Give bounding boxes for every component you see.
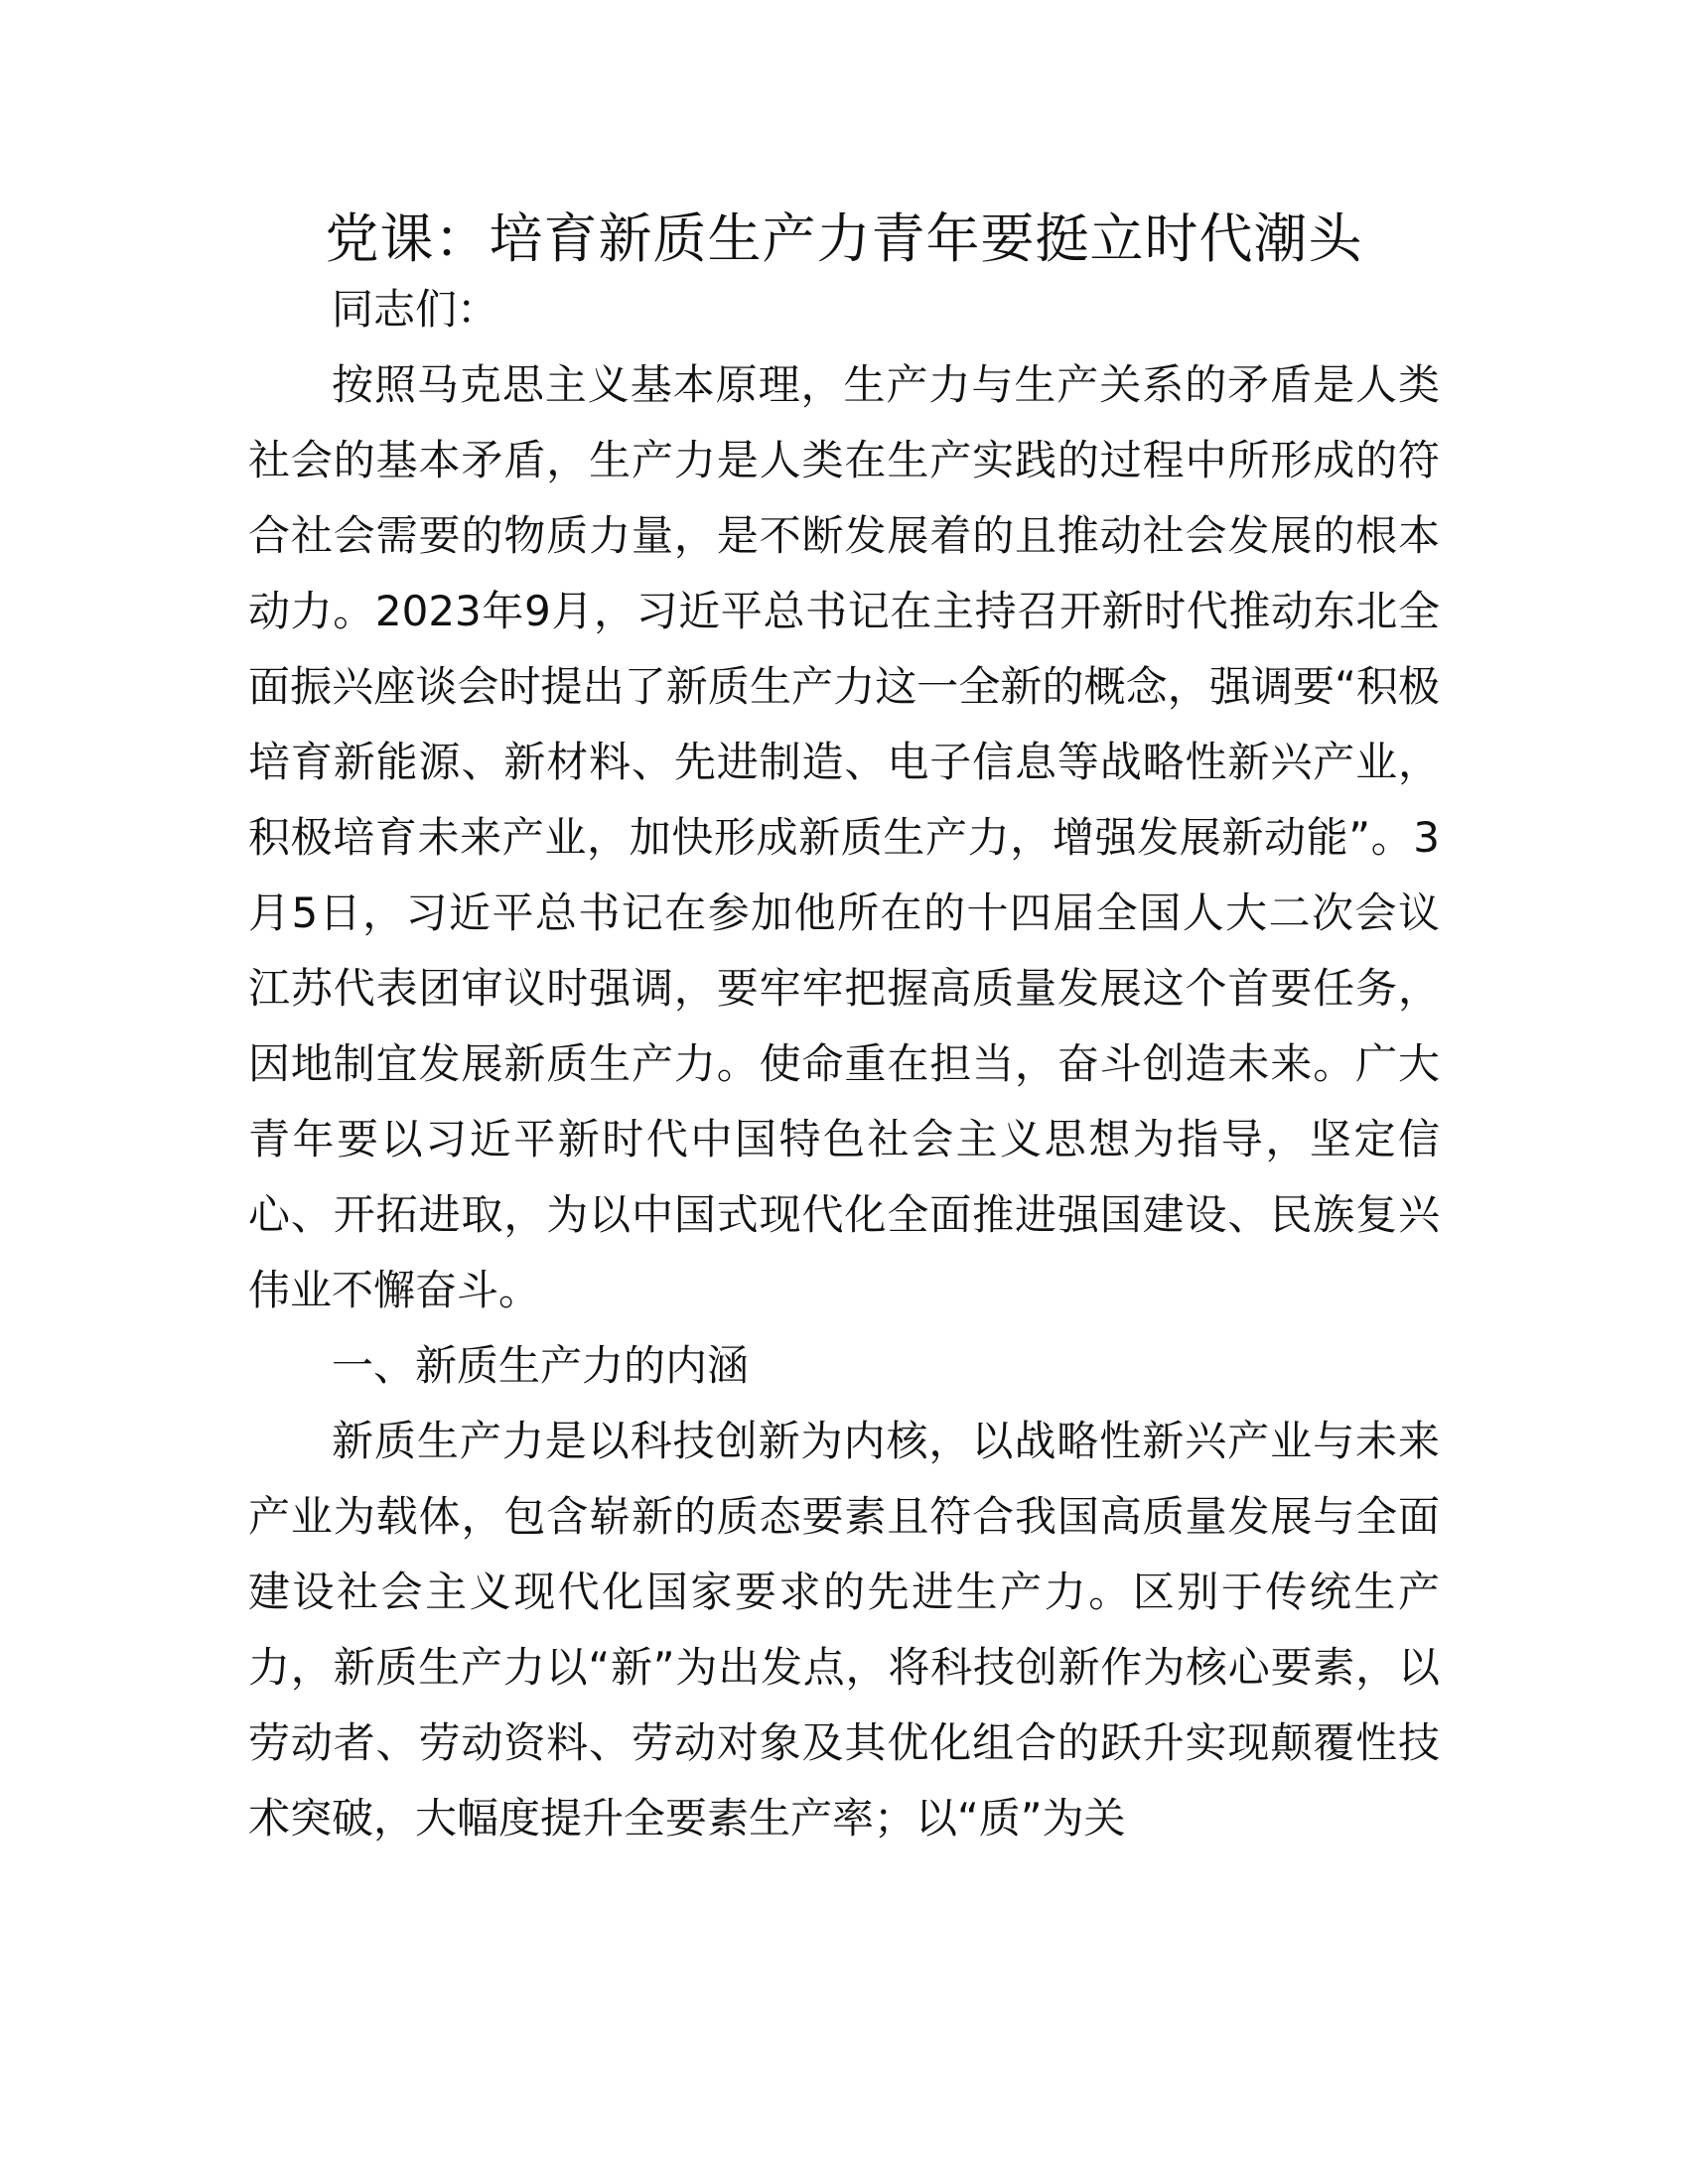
document-title: 党课：培育新质生产力青年要挺立时代潮头 xyxy=(325,207,1363,270)
paragraph: 新质生产力是以科技创新为内核，以战略性新兴产业与未来产业为载体，包含崭新的质态要素且符合我国高质量发展与全面建设社会主义现代化国家要求的先进生产力。区别于传统生产力，新质生产力以“新”为出发点，将科技创新作为核心要素，以劳动者、劳动资料、劳动对象及其优化组合的跃升实现颠覆性技术突破，大幅度提升全要素生产率；以“质”为关 xyxy=(248,1417,1440,1843)
section-heading: 一、新质生产力的内涵 xyxy=(332,1341,750,1390)
document-body xyxy=(248,272,1440,1856)
salutation: 同志们： xyxy=(332,285,499,334)
paragraph: 按照马克思主义基本原理，生产力与生产关系的矛盾是人类社会的基本矛盾，生产力是人类在生产实践的过程中所形成的符合社会需要的物质力量，是不断发展着的且推动社会发展的根本动力。2023年9月，习近平总书记在主持召开新时代推动东北全面振兴座谈会时提出了新质生产力这一全新的概念，强调要“积极培育新能源、新材料、先进制造、电子信息等战略性新兴产业，积极培育未来产业，加快形成新质生产力，增强发展新动能”。3月5日，习近平总书记在参加他所在的十四届全国人大二次会议江苏代表团审议时强调，要牢牢把握高质量发展这个首要任务，因地制宜发展新质生产力。使命重在担当，奋斗创造未来。广大青年要以习近平新时代中国特色社会主义思想为指导，坚定信心、开拓进取，为以中国式现代化全面推进强国建设、民族复兴伟业不懈奋斗。 xyxy=(248,360,1440,1314)
